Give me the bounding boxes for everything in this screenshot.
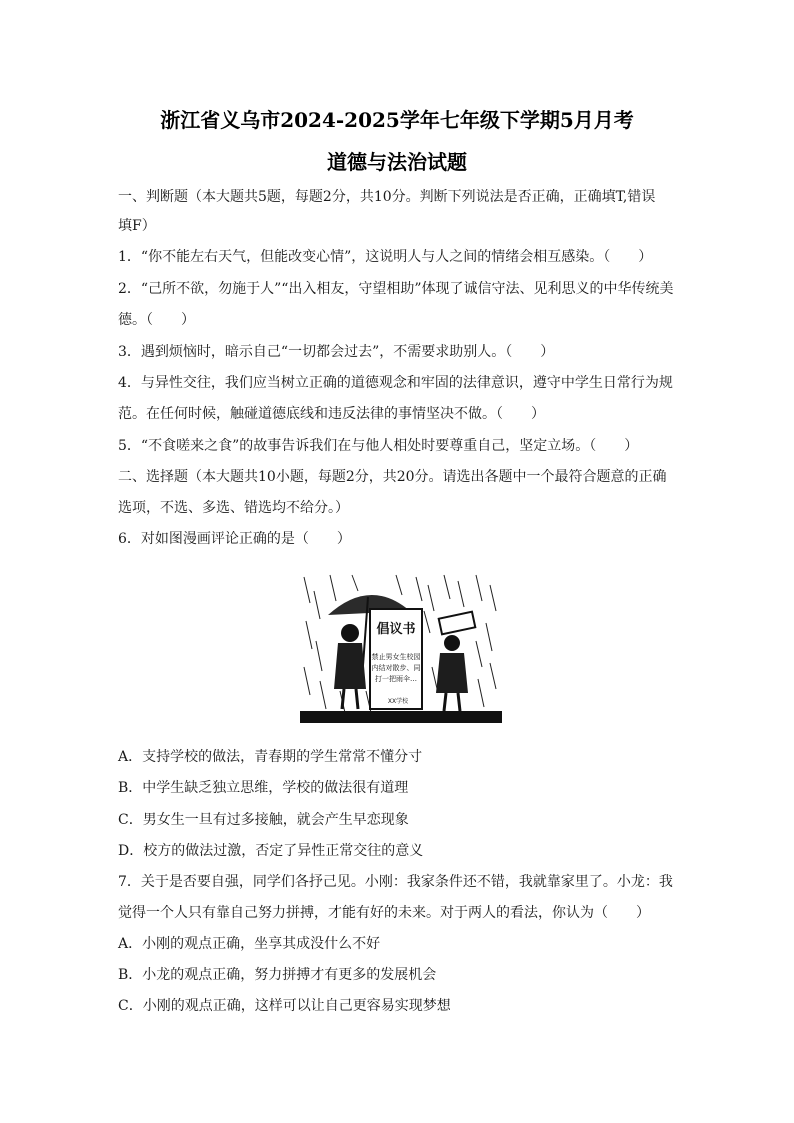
student-right-icon <box>444 635 460 651</box>
question-7-cont: 觉得一个人只有靠自己努力拼搏，才能有好的未来。对于两人的看法，你认为（ ） <box>118 905 650 921</box>
student-left-icon <box>341 624 359 642</box>
sign-line: 打一把雨伞… <box>375 675 417 683</box>
section-1-heading-cont: 填F） <box>118 218 156 234</box>
sign-title: 倡议书 <box>376 622 416 637</box>
question-2-cont: 德。（ ） <box>118 312 195 328</box>
option-6c: C．男女生一旦有过多接触，就会产生早恋现象 <box>118 812 409 828</box>
sign-line: 内结对散步、同 <box>371 664 421 672</box>
question-1: 1．“你不能左右天气，但能改变心情”，这说明人与人之间的情绪会相互感染。（ ） <box>118 249 653 265</box>
question-5: 5．“不食嗟来之食”的故事告诉我们在与他人相处时要尊重自己，坚定立场。（ ） <box>118 438 639 454</box>
option-7a: A．小刚的观点正确，坐享其成没什么不好 <box>118 936 381 952</box>
question-6: 6．对如图漫画评论正确的是（ ） <box>118 531 351 547</box>
section-1-heading: 一、判断题（本大题共5题，每题2分，共10分。判断下列说法是否正确，正确填T,错误 <box>118 189 656 205</box>
sign-line: 禁止男女生校园 <box>371 653 421 661</box>
section-2-heading-cont: 选项，不选、多选、错选均不给分。） <box>118 500 349 516</box>
question-3: 3．遇到烦恼时，暗示自己“一切都会过去”，不需要求助别人。（ ） <box>118 344 555 360</box>
cartoon-illustration <box>300 571 502 723</box>
option-6b: B．中学生缺乏独立思维，学校的做法很有道理 <box>118 780 409 796</box>
question-4: 4．与异性交往，我们应当树立正确的道德观念和牢固的法律意识，遵守中学生日常行为规 <box>118 375 673 391</box>
option-7c: C．小刚的观点正确，这样可以让自己更容易实现梦想 <box>118 998 451 1014</box>
option-7b: B．小龙的观点正确，努力拼搏才有更多的发展机会 <box>118 967 437 983</box>
option-6d: D．校方的做法过激，否定了异性正常交往的意义 <box>118 843 424 859</box>
ground <box>300 711 502 723</box>
question-7: 7．关于是否要自强，同学们各抒己见。小刚：我家条件还不错，我就靠家里了。小龙：我 <box>118 874 673 890</box>
question-4-cont: 范。在任何时候，触碰道德底线和违反法律的事情坚决不做。（ ） <box>118 406 545 422</box>
page-title: 浙江省义乌市2024-2025学年七年级下学期5月月考 <box>160 108 634 132</box>
page-subtitle: 道德与法治试题 <box>327 150 467 174</box>
section-2-heading: 二、选择题（本大题共10小题，每题2分，共20分。请选出各题中一个最符合题意的正确 <box>118 469 667 485</box>
option-6a: A．支持学校的做法，青春期的学生常常不懂分寸 <box>118 749 423 765</box>
sign-footer: XX学校 <box>387 698 409 705</box>
question-2: 2．“己所不欲，勿施于人”“出入相友，守望相助”体现了诚信守法、见利思义的中华传统美 <box>118 281 674 297</box>
